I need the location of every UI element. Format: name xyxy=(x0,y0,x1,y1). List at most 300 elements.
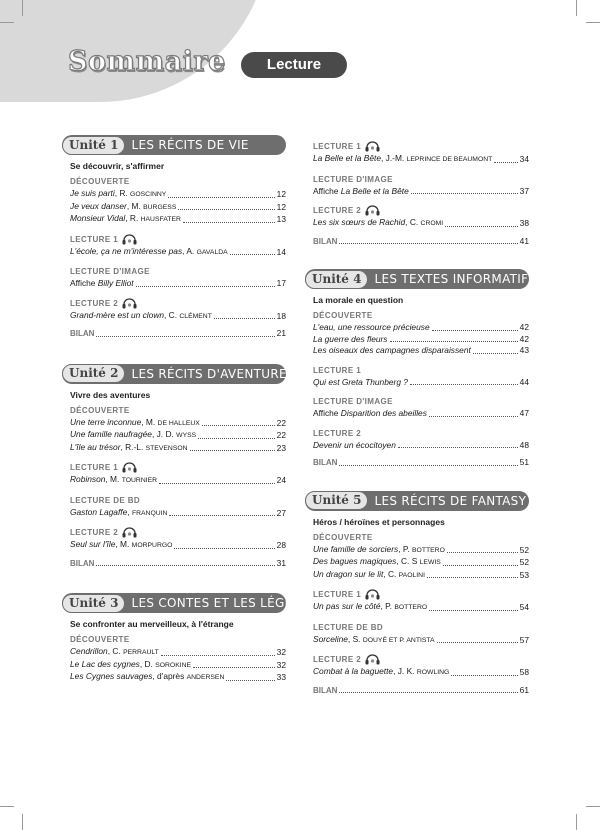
crop-mark xyxy=(586,22,600,23)
unit-header xyxy=(305,491,529,511)
audio-headphones-icon xyxy=(121,527,138,538)
audio-headphones-icon xyxy=(121,462,138,473)
entry-title xyxy=(70,188,166,201)
entry-author: STEVENSON xyxy=(145,444,188,452)
toc-entry xyxy=(313,666,529,679)
entry-title xyxy=(313,408,427,420)
leader-dots xyxy=(193,667,275,668)
entry-title xyxy=(313,217,443,230)
entry-work: L'île au trésor xyxy=(70,441,121,452)
section-label-text: LECTURE D'IMAGE xyxy=(313,174,393,184)
audio-headphones-icon xyxy=(121,234,138,245)
audio-headphones-icon xyxy=(364,654,381,665)
bilan-row xyxy=(70,328,286,340)
unit-title: LES RÉCITS DE VIE xyxy=(131,138,249,152)
toc-entry xyxy=(70,246,286,259)
entry-work: Une famille de sorciers xyxy=(313,543,399,554)
toc-entry xyxy=(70,188,286,201)
entry-title xyxy=(313,440,396,452)
audio-headphones-icon xyxy=(364,141,381,152)
section-label-text: LECTURE 1 xyxy=(313,142,362,151)
entry-page: 38 xyxy=(519,218,529,228)
entry-author: PERRAULT xyxy=(123,649,159,656)
entry-separator: , M. xyxy=(126,200,144,211)
entry-work: Seul sur l'île xyxy=(70,539,116,549)
toc-entry xyxy=(70,671,286,684)
section-label-text: LECTURE 2 xyxy=(313,206,362,215)
unit-block xyxy=(69,364,295,570)
entry-title xyxy=(313,666,449,679)
leader-dots xyxy=(169,515,274,516)
toc-entry xyxy=(70,474,286,487)
entry-title xyxy=(70,201,176,214)
entry-page: 32 xyxy=(276,647,286,657)
entry-page: 44 xyxy=(519,376,529,387)
leader-dots xyxy=(339,243,517,244)
section-label-text: LECTURE 1 xyxy=(70,463,119,472)
leader-dots xyxy=(432,330,518,331)
entry-page: 24 xyxy=(276,475,286,485)
entry-separator: , R. xyxy=(114,188,131,198)
bilan-label: BILAN xyxy=(313,236,338,246)
leader-dots xyxy=(447,552,518,553)
entry-author: WYSS xyxy=(176,432,197,439)
entry-page: 43 xyxy=(519,345,529,355)
entry-author: LEPRINCE DE BEAUMONT xyxy=(406,156,493,163)
entry-title xyxy=(313,377,408,389)
section-label xyxy=(70,176,286,187)
entry-title xyxy=(313,556,441,569)
entry-author: GAVALDA xyxy=(196,248,228,256)
entry-work: Un pas sur le côté xyxy=(313,601,381,611)
entry-title xyxy=(313,153,492,166)
entry-work: La guerre des fleurs xyxy=(313,333,388,344)
leader-dots xyxy=(494,162,517,163)
leader-dots xyxy=(159,483,275,484)
section-label xyxy=(70,527,286,538)
bilan-row xyxy=(313,236,529,248)
entry-prefix: Affiche xyxy=(313,408,341,418)
unit-header xyxy=(305,269,537,289)
entry-author: ROWLING xyxy=(416,669,450,676)
entry-work: Le Lac des cygnes xyxy=(70,658,140,669)
unit-header xyxy=(62,135,286,155)
audio-headphones-icon xyxy=(364,205,381,216)
entry-work: Les six sœurs de Rachid xyxy=(313,217,406,227)
section-label-text: DÉCOUVERTE xyxy=(313,311,373,320)
entry-author: BOTTERO xyxy=(394,604,428,611)
leader-dots xyxy=(168,197,274,198)
unit-theme: La morale en question xyxy=(313,295,404,305)
entry-title xyxy=(70,539,172,552)
leader-dots xyxy=(451,675,517,676)
entry-work: Un dragon sur le lit xyxy=(313,568,384,579)
section-label-text: DÉCOUVERTE xyxy=(70,177,130,186)
leader-dots xyxy=(429,610,518,611)
section-label-text: LECTURE 1 xyxy=(313,365,362,375)
entry-work: Grand-mère est un clown xyxy=(70,309,165,320)
crop-mark xyxy=(22,814,23,830)
bilan-label: BILAN xyxy=(70,558,95,568)
toc-entry xyxy=(313,408,529,420)
entry-work: Devenir un écocitoyen xyxy=(313,439,396,450)
section-label-text: LECTURE 2 xyxy=(313,428,362,438)
leader-dots xyxy=(473,353,518,354)
entry-separator: , J. D. xyxy=(151,429,177,439)
entry-separator: , R. xyxy=(125,213,141,223)
leader-dots xyxy=(190,450,275,451)
entry-separator: , d'après xyxy=(152,671,187,681)
entry-separator: , C. xyxy=(383,568,399,579)
entry-page: 52 xyxy=(519,557,529,567)
section-label xyxy=(70,405,286,416)
toc-entry xyxy=(70,278,286,290)
entry-separator: , C. xyxy=(405,217,421,227)
toc-entry xyxy=(313,544,529,557)
entry-separator: , S. xyxy=(347,633,363,644)
toc-entry xyxy=(313,634,529,647)
entry-page: 58 xyxy=(519,667,529,677)
section-label xyxy=(70,298,286,309)
leader-dots xyxy=(437,642,518,643)
entry-work: Gaston Lagaffe xyxy=(70,506,128,517)
unit-theme: Vivre des aventures xyxy=(70,389,151,400)
toc-entry xyxy=(70,442,286,455)
toc-column-left xyxy=(69,135,328,684)
toc-entry xyxy=(313,601,529,614)
toc-entry xyxy=(313,440,529,452)
entry-author: CLÉMENT xyxy=(179,312,212,320)
bilan-page: 31 xyxy=(276,557,286,568)
entry-page: 37 xyxy=(519,185,529,196)
toc-entry xyxy=(313,556,529,569)
leader-dots xyxy=(183,222,275,223)
leader-dots xyxy=(96,336,274,337)
entry-author: FRANQUIN xyxy=(131,509,168,517)
entry-separator: , xyxy=(127,506,132,517)
leader-dots xyxy=(339,465,517,466)
entry-page: 47 xyxy=(519,408,529,418)
entry-separator: , C. xyxy=(107,646,124,656)
entry-page: 33 xyxy=(276,672,286,682)
entry-separator: , A. xyxy=(182,245,197,256)
entry-title xyxy=(313,634,435,647)
bilan-label: BILAN xyxy=(313,458,338,467)
entry-page: 32 xyxy=(276,659,286,670)
leader-dots xyxy=(398,447,518,448)
toc-column-right xyxy=(312,141,537,696)
entry-title xyxy=(70,310,212,323)
entry-work: Une terre inconnue xyxy=(70,416,142,427)
entry-page: 13 xyxy=(276,214,286,224)
leader-dots xyxy=(445,226,517,227)
entry-work: Sorceline xyxy=(313,633,348,644)
bilan-page: 61 xyxy=(519,684,529,695)
entry-work: Billy Elliot xyxy=(97,278,134,288)
entry-page: 42 xyxy=(519,333,529,344)
leader-dots xyxy=(161,655,275,656)
section-label-text: LECTURE 1 xyxy=(313,590,362,599)
unit-title: LES RÉCITS DE FANTASY xyxy=(374,493,527,508)
entry-page: 53 xyxy=(519,569,529,580)
entry-author: LEWIS xyxy=(419,559,441,566)
entry-separator: , J.-M. xyxy=(380,153,407,163)
entry-title xyxy=(313,334,388,346)
entry-separator: , P. xyxy=(380,601,395,611)
entry-page: 12 xyxy=(276,189,286,199)
page-title: Sommaire xyxy=(68,46,226,77)
entry-title xyxy=(313,345,471,357)
bilan-label: BILAN xyxy=(70,329,95,338)
entry-page: 57 xyxy=(519,634,529,645)
section-label-text: DÉCOUVERTE xyxy=(70,635,130,644)
toc-entry xyxy=(313,322,529,334)
unit-title: LES CONTES ET LES LÉGENDES xyxy=(131,596,328,610)
entry-title xyxy=(313,322,430,334)
leader-dots xyxy=(96,565,274,566)
unit-number: Unité 1 xyxy=(62,136,125,155)
section-label xyxy=(313,532,529,543)
section-label xyxy=(313,622,529,633)
crop-mark xyxy=(586,806,600,807)
section-label xyxy=(70,234,286,245)
section-label xyxy=(70,266,286,277)
entry-author: DOUYÉ ET P. ANTISTA xyxy=(362,636,435,644)
section-label xyxy=(70,634,286,645)
toc-entry xyxy=(313,345,529,357)
entry-title xyxy=(313,186,409,198)
entry-prefix: Affiche xyxy=(70,278,98,288)
entry-prefix: Affiche xyxy=(313,185,341,196)
entry-page: 22 xyxy=(276,417,286,428)
toc-entry xyxy=(313,569,529,582)
entry-separator: , D. xyxy=(139,658,156,669)
unit-header xyxy=(62,593,328,613)
entry-work: Une famille naufragée xyxy=(70,429,152,439)
section-pill: Lecture xyxy=(241,52,347,78)
entry-work: Qui est Greta Thunberg ? xyxy=(313,376,408,387)
entry-title xyxy=(70,213,181,226)
leader-dots xyxy=(339,692,517,693)
toc-entry xyxy=(313,153,529,166)
toc-entry xyxy=(70,429,286,442)
section-label xyxy=(313,310,529,321)
entry-page: 52 xyxy=(519,544,529,555)
entry-work: L'école, ça ne m'intéresse pas xyxy=(70,245,183,256)
bilan-label: BILAN xyxy=(313,685,338,695)
entry-author: CROMI xyxy=(420,220,444,227)
unit-number: Unité 3 xyxy=(62,594,125,613)
toc-entry xyxy=(70,213,286,226)
entry-work: La Belle et la Bête xyxy=(313,153,381,163)
entry-author: BOTTERO xyxy=(412,546,445,554)
unit-theme: Se confronter au merveilleux, à l'étrange xyxy=(70,619,234,629)
entry-work: Robinson xyxy=(70,474,106,484)
unit-title: LES TEXTES INFORMATIFS xyxy=(374,272,537,286)
entry-separator: , M. xyxy=(115,539,132,549)
leader-dots xyxy=(230,254,275,255)
entry-page: 54 xyxy=(519,602,529,612)
section-label-text: LECTURE 2 xyxy=(70,528,119,537)
unit-number: Unité 5 xyxy=(305,491,368,510)
section-label-text: LECTURE D'IMAGE xyxy=(313,397,393,406)
toc-entry xyxy=(70,646,286,659)
section-label-text: DÉCOUVERTE xyxy=(70,405,130,415)
entry-work: Les oiseaux des campagnes disparaissent xyxy=(313,345,471,355)
entry-separator: , M. xyxy=(105,474,122,484)
entry-title xyxy=(70,659,191,672)
entry-author: TOURNIER xyxy=(121,477,158,484)
entry-work: Monsieur Vidal xyxy=(70,213,126,223)
section-label xyxy=(313,174,529,185)
leader-dots xyxy=(178,209,274,210)
unit-title: LES RÉCITS D'AVENTURES xyxy=(131,366,295,381)
entry-author: DE HALLEUX xyxy=(157,419,200,427)
section-label xyxy=(70,495,286,506)
entry-author: PAOLINI xyxy=(398,571,425,579)
entry-page: 18 xyxy=(276,310,286,321)
entry-work: Cendrillon xyxy=(70,646,108,656)
leader-dots xyxy=(411,193,518,194)
entry-page: 42 xyxy=(519,322,529,332)
section-label xyxy=(313,589,529,600)
crop-mark xyxy=(0,22,14,23)
entry-separator: , C. xyxy=(164,309,180,320)
leader-dots xyxy=(410,384,518,385)
unit-theme: Se découvrir, s'affirmer xyxy=(70,161,165,171)
entry-page: 27 xyxy=(276,507,286,518)
unit-block xyxy=(70,135,286,340)
entry-author: HAUSFATER xyxy=(140,216,181,223)
entry-separator: , C. S xyxy=(396,556,420,566)
leader-dots xyxy=(390,341,518,342)
crop-mark xyxy=(576,0,577,16)
toc-entry xyxy=(70,507,286,520)
audio-headphones-icon xyxy=(364,589,381,600)
section-label xyxy=(313,654,529,665)
toc-entry xyxy=(313,377,529,389)
entry-work: Des bagues magiques xyxy=(313,556,397,566)
section-label-text: LECTURE 2 xyxy=(313,655,362,664)
section-label-text: LECTURE DE BD xyxy=(313,622,384,632)
bilan-page: 51 xyxy=(519,457,529,467)
crop-mark xyxy=(576,814,577,830)
entry-title xyxy=(313,601,427,614)
entry-work: Je suis parti xyxy=(70,188,115,198)
section-label-text: LECTURE 1 xyxy=(70,234,119,244)
entry-page: 14 xyxy=(276,246,286,257)
entry-page: 17 xyxy=(276,278,286,288)
entry-title xyxy=(70,429,196,442)
bilan-row xyxy=(313,685,529,697)
entry-author: GOSCINNY xyxy=(130,191,167,198)
entry-author: SOROKINE xyxy=(155,661,192,669)
leader-dots xyxy=(198,438,275,439)
leader-dots xyxy=(214,318,275,319)
section-label xyxy=(313,396,529,407)
entry-page: 12 xyxy=(276,201,286,212)
entry-author: MORPURGO xyxy=(131,542,173,549)
leader-dots xyxy=(226,680,274,681)
entry-separator: , R.-L. xyxy=(120,441,146,452)
entry-title xyxy=(70,246,228,259)
entry-work: Combat à la baguette xyxy=(313,666,394,676)
section-label xyxy=(313,365,529,376)
bilan-page: 21 xyxy=(276,328,286,338)
toc-entry xyxy=(70,417,286,430)
toc-entry xyxy=(313,186,529,198)
leader-dots xyxy=(174,548,274,549)
entry-title xyxy=(70,417,200,430)
leader-dots xyxy=(443,565,518,566)
entry-title xyxy=(70,474,157,487)
toc-entry xyxy=(70,539,286,552)
entry-page: 28 xyxy=(276,540,286,550)
unit-header xyxy=(62,364,295,384)
section-label xyxy=(313,141,529,152)
unit-number: Unité 2 xyxy=(62,364,125,383)
entry-separator: , J. K. xyxy=(393,666,417,676)
bilan-row xyxy=(313,457,529,469)
entry-work: Disparition des abeilles xyxy=(340,408,427,418)
section-label-text: LECTURE D'IMAGE xyxy=(70,267,150,276)
leader-dots xyxy=(427,577,518,578)
section-label-text: LECTURE DE BD xyxy=(70,495,141,505)
unit-block xyxy=(69,593,328,684)
leader-dots xyxy=(429,416,518,417)
entry-author: ANDERSEN xyxy=(186,674,225,681)
unit-block xyxy=(312,269,537,469)
entry-work: Les Cygnes sauvages xyxy=(70,671,153,681)
toc-entry xyxy=(70,310,286,323)
leader-dots xyxy=(136,286,275,287)
entry-page: 23 xyxy=(276,442,286,453)
entry-title xyxy=(70,507,167,520)
unit-block xyxy=(313,141,529,247)
section-label xyxy=(70,462,286,473)
section-label xyxy=(313,428,529,439)
entry-work: Je veux danser xyxy=(70,200,127,211)
entry-page: 22 xyxy=(276,430,286,440)
unit-theme: Héros / héroïnes et personnages xyxy=(313,516,445,527)
section-label-text: DÉCOUVERTE xyxy=(313,532,373,542)
toc-entry xyxy=(70,659,286,672)
entry-title xyxy=(313,544,445,557)
entry-work: La Belle et la Bête xyxy=(340,185,409,196)
entry-page: 48 xyxy=(519,439,529,450)
entry-title xyxy=(313,569,425,582)
toc-entry xyxy=(313,334,529,346)
bilan-row xyxy=(70,558,286,570)
toc-entry xyxy=(70,201,286,214)
audio-headphones-icon xyxy=(121,298,138,309)
section-label-text: LECTURE 2 xyxy=(70,298,119,308)
crop-mark xyxy=(0,806,14,807)
entry-title xyxy=(70,278,134,290)
entry-page: 34 xyxy=(519,154,529,164)
bilan-page: 41 xyxy=(519,235,529,246)
entry-work: L'eau, une ressource précieuse xyxy=(313,322,430,332)
toc-entry xyxy=(313,217,529,230)
crop-mark xyxy=(22,0,23,16)
entry-separator: , M. xyxy=(141,416,158,427)
unit-number: Unité 4 xyxy=(305,270,368,289)
unit-block xyxy=(313,491,529,697)
section-label xyxy=(313,205,529,216)
entry-separator: , P. xyxy=(398,543,412,554)
entry-title xyxy=(70,671,224,684)
leader-dots xyxy=(202,425,275,426)
